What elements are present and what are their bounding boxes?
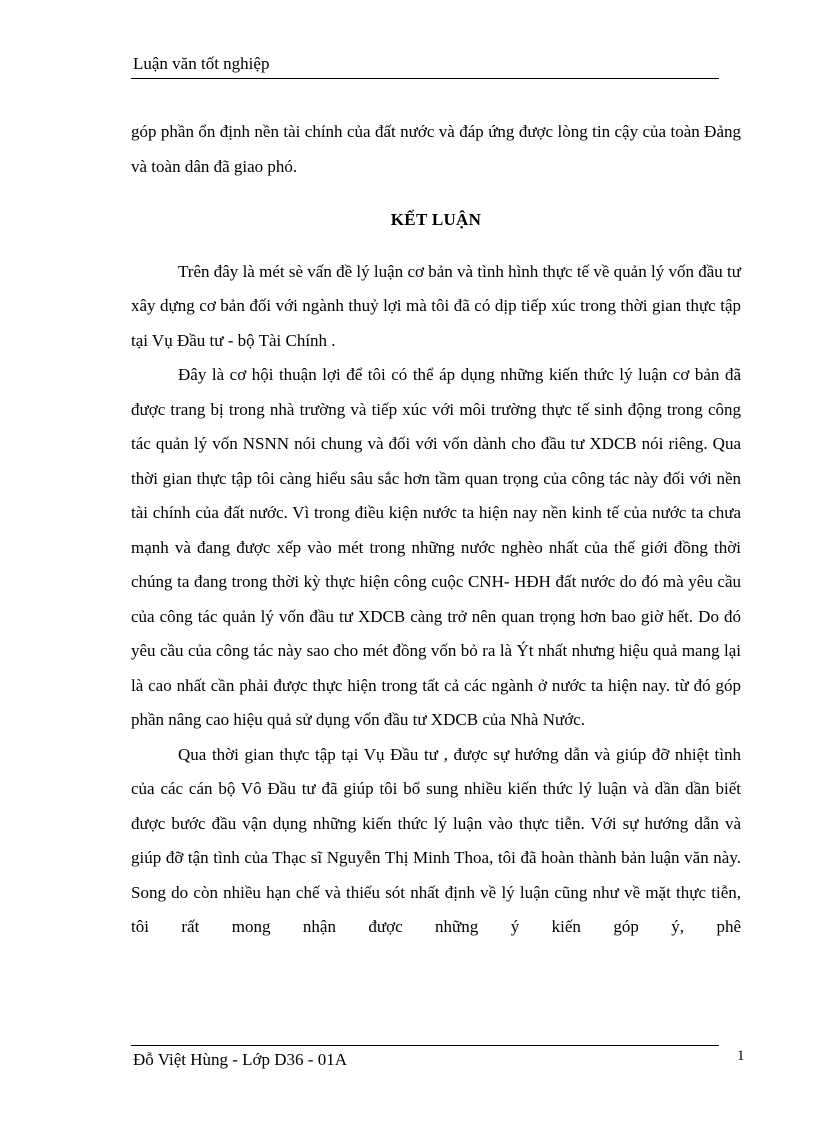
paragraph-2: Đây là cơ hội thuận lợi để tôi có thể áp dụng những kiến thức lý luận cơ bản đã được trang bị trong nhà trường và tiếp xúc với môi trường thực tế sinh động trong công tác quản lý vốn NSNN nói chung và đối với vốn dành cho đầu tư XDCB nói riêng. Qua thời gian thực tập tôi càng hiểu sâu sắc hơn tầm quan trọng của công tác này đối với nền tài chính của đất nước. Vì trong điều kiện nước ta hiện nay nền kinh tế của nước ta chưa mạnh và đang được xếp vào mét trong những nước nghèo nhất của thế giới đồng thời chúng ta đang trong thời kỳ thực hiện công cuộc CNH- HĐH đất nước do đó mà yêu cầu của công tác quản lý vốn đầu tư XDCB càng trở nên quan trọng hơn bao giờ hết. Do đó yêu cầu của công tác này sao cho mét đồng vốn bỏ ra là Ýt nhất nhưng hiệu quả mang lại là cao nhất cần phải được thực hiện trong tất cả các ngành ở nước ta hiện nay. từ đó góp phần nâng cao hiệu quả sử dụng vốn đầu tư XDCB của Nhà Nước. bbox=[131, 365, 741, 729]
paragraph-1: Trên đây là mét sè vấn đề lý luận cơ bản và tình hình thực tế về quản lý vốn đầu tư xây dựng cơ bản đối với ngành thuỷ lợi mà tôi đã có dịp tiếp xúc trong thời gian thực tập tại Vụ Đầu tư - bộ Tài Chính . bbox=[131, 261, 741, 350]
header-title: Luận văn tốt nghiệp bbox=[133, 54, 270, 73]
footer-author: Đỗ Việt Hùng - Lớp D36 - 01A bbox=[133, 1050, 347, 1069]
document-body bbox=[131, 115, 741, 945]
page-header bbox=[131, 52, 719, 79]
page-footer bbox=[131, 1045, 719, 1069]
section-heading: KẾT LUẬN bbox=[390, 210, 482, 229]
page-number: 1 bbox=[737, 1048, 745, 1064]
paragraph-3: Qua thời gian thực tập tại Vụ Đầu tư , được sự hướng dẫn và giúp đỡ nhiệt tình của các cán bộ Vô Đầu tư đã giúp tôi bổ sung nhiều kiến thức lý luận và dần dần biết được bước đầu vận dụng những kiến thức lý luận vào thực tiễn. Với sự hướng dẫn và giúp đỡ tận tình của Thạc sĩ Nguyễn Thị Minh Thoa, tôi đã hoàn thành bản luận văn này. Song do còn nhiều hạn chế và thiếu sót nhất định về lý luận cũng như về mặt thực tiễn, tôi rất mong nhận được những ý kiến góp ý, phê bbox=[131, 744, 741, 936]
intro-paragraph: góp phần ổn định nền tài chính của đất nước và đáp ứng được lòng tin cậy của toàn Đảng và toàn dân đã giao phó. bbox=[131, 122, 741, 176]
